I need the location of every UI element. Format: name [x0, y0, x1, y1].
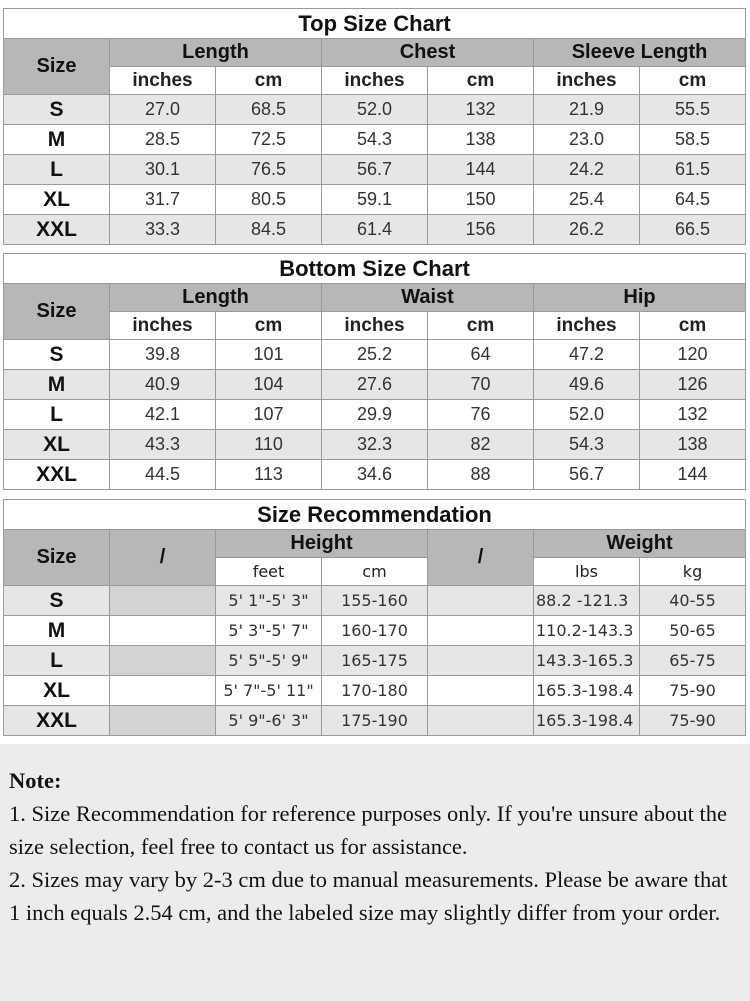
length-header: Length: [110, 39, 322, 67]
note-line-2: 2. Sizes may vary by 2-3 cm due to manual measurements. Please be aware that 1 inch equals 2.54 cm, and the labeled size may slightly differ from your order.: [9, 867, 728, 925]
table-row: [4, 460, 746, 490]
size-header: Size: [4, 39, 110, 95]
table-row: [4, 155, 746, 185]
value-cell: 47.2: [534, 340, 640, 370]
table-row: [4, 95, 746, 125]
table-row: [4, 215, 746, 245]
table-row: [4, 676, 746, 706]
weight-lbs-cell: 88.2 -121.3: [534, 586, 640, 616]
empty-cell: [428, 706, 534, 736]
value-cell: 27.6: [322, 370, 428, 400]
height-feet-cell: 5' 7"-5' 11": [216, 676, 322, 706]
size-cell: XL: [4, 185, 110, 215]
unit-header: inches: [322, 312, 428, 340]
size-cell: S: [4, 586, 110, 616]
value-cell: 56.7: [534, 460, 640, 490]
empty-cell: [110, 646, 216, 676]
weight-lbs-cell: 165.3-198.4: [534, 706, 640, 736]
note-section: [0, 744, 750, 1001]
value-cell: 34.6: [322, 460, 428, 490]
empty-cell: [428, 646, 534, 676]
height-cm-cell: 170-180: [322, 676, 428, 706]
height-feet-cell: 5' 3"-5' 7": [216, 616, 322, 646]
weight-kg-cell: 65-75: [640, 646, 746, 676]
unit-header: lbs: [534, 558, 640, 586]
value-cell: 88: [428, 460, 534, 490]
value-cell: 76.5: [216, 155, 322, 185]
height-feet-cell: 5' 9"-6' 3": [216, 706, 322, 736]
waist-header: Waist: [322, 284, 534, 312]
size-cell: XXL: [4, 706, 110, 736]
value-cell: 56.7: [322, 155, 428, 185]
unit-header: cm: [216, 312, 322, 340]
value-cell: 27.0: [110, 95, 216, 125]
empty-cell: [110, 586, 216, 616]
size-cell: L: [4, 646, 110, 676]
size-cell: M: [4, 370, 110, 400]
size-header: Size: [4, 284, 110, 340]
value-cell: 52.0: [534, 400, 640, 430]
value-cell: 31.7: [110, 185, 216, 215]
value-cell: 26.2: [534, 215, 640, 245]
table-row: [4, 370, 746, 400]
bottom-chart-title: Bottom Size Chart: [4, 254, 746, 284]
weight-lbs-cell: 110.2-143.3: [534, 616, 640, 646]
size-cell: L: [4, 400, 110, 430]
value-cell: 138: [428, 125, 534, 155]
value-cell: 144: [428, 155, 534, 185]
chest-header: Chest: [322, 39, 534, 67]
weight-kg-cell: 75-90: [640, 706, 746, 736]
value-cell: 54.3: [534, 430, 640, 460]
unit-header: cm: [322, 558, 428, 586]
value-cell: 40.9: [110, 370, 216, 400]
size-cell: M: [4, 616, 110, 646]
top-size-chart: [3, 8, 745, 245]
unit-header: cm: [640, 312, 746, 340]
size-cell: M: [4, 125, 110, 155]
value-cell: 76: [428, 400, 534, 430]
hip-header: Hip: [534, 284, 746, 312]
height-cm-cell: 160-170: [322, 616, 428, 646]
table-row: [4, 125, 746, 155]
value-cell: 25.2: [322, 340, 428, 370]
value-cell: 144: [640, 460, 746, 490]
size-cell: XXL: [4, 215, 110, 245]
note-title: Note:: [9, 768, 62, 793]
empty-cell: [110, 706, 216, 736]
weight-lbs-cell: 165.3-198.4: [534, 676, 640, 706]
height-cm-cell: 155-160: [322, 586, 428, 616]
length-header: Length: [110, 284, 322, 312]
height-cm-cell: 175-190: [322, 706, 428, 736]
value-cell: 70: [428, 370, 534, 400]
empty-cell: [428, 676, 534, 706]
sleeve-length-header: Sleeve Length: [534, 39, 746, 67]
value-cell: 104: [216, 370, 322, 400]
value-cell: 24.2: [534, 155, 640, 185]
size-cell: S: [4, 340, 110, 370]
value-cell: 120: [640, 340, 746, 370]
value-cell: 55.5: [640, 95, 746, 125]
height-feet-cell: 5' 5"-5' 9": [216, 646, 322, 676]
empty-cell: [110, 616, 216, 646]
value-cell: 28.5: [110, 125, 216, 155]
value-cell: 132: [428, 95, 534, 125]
table-row: [4, 340, 746, 370]
value-cell: 132: [640, 400, 746, 430]
value-cell: 110: [216, 430, 322, 460]
value-cell: 33.3: [110, 215, 216, 245]
value-cell: 64.5: [640, 185, 746, 215]
value-cell: 101: [216, 340, 322, 370]
value-cell: 72.5: [216, 125, 322, 155]
value-cell: 113: [216, 460, 322, 490]
table-row: [4, 646, 746, 676]
unit-header: cm: [216, 67, 322, 95]
note-line-1: 1. Size Recommendation for reference purposes only. If you're unsure about the size selection, feel free to contact us for assistance.: [9, 801, 727, 859]
value-cell: 52.0: [322, 95, 428, 125]
value-cell: 150: [428, 185, 534, 215]
height-cm-cell: 165-175: [322, 646, 428, 676]
value-cell: 29.9: [322, 400, 428, 430]
value-cell: 58.5: [640, 125, 746, 155]
unit-header: cm: [640, 67, 746, 95]
value-cell: 42.1: [110, 400, 216, 430]
bottom-size-chart: [3, 253, 745, 490]
value-cell: 68.5: [216, 95, 322, 125]
value-cell: 39.8: [110, 340, 216, 370]
value-cell: 54.3: [322, 125, 428, 155]
size-header: Size: [4, 530, 110, 586]
bottom-size-table: [3, 253, 746, 490]
weight-lbs-cell: 143.3-165.3: [534, 646, 640, 676]
value-cell: 107: [216, 400, 322, 430]
unit-header: inches: [110, 67, 216, 95]
size-cell: XL: [4, 430, 110, 460]
top-chart-title: Top Size Chart: [4, 9, 746, 39]
value-cell: 59.1: [322, 185, 428, 215]
unit-header: feet: [216, 558, 322, 586]
unit-header: inches: [534, 67, 640, 95]
value-cell: 32.3: [322, 430, 428, 460]
weight-kg-cell: 50-65: [640, 616, 746, 646]
top-size-table: [3, 8, 746, 245]
value-cell: 23.0: [534, 125, 640, 155]
table-row: [4, 586, 746, 616]
value-cell: 66.5: [640, 215, 746, 245]
slash-header: /: [110, 530, 216, 586]
table-row: [4, 430, 746, 460]
empty-cell: [428, 586, 534, 616]
value-cell: 138: [640, 430, 746, 460]
height-feet-cell: 5' 1"-5' 3": [216, 586, 322, 616]
recommendation-title: Size Recommendation: [4, 500, 746, 530]
empty-cell: [110, 676, 216, 706]
value-cell: 61.4: [322, 215, 428, 245]
value-cell: 30.1: [110, 155, 216, 185]
unit-header: cm: [428, 312, 534, 340]
unit-header: inches: [534, 312, 640, 340]
value-cell: 64: [428, 340, 534, 370]
value-cell: 82: [428, 430, 534, 460]
empty-cell: [428, 616, 534, 646]
table-row: [4, 185, 746, 215]
unit-header: inches: [110, 312, 216, 340]
size-recommendation-table: [3, 499, 746, 736]
value-cell: 156: [428, 215, 534, 245]
weight-kg-cell: 75-90: [640, 676, 746, 706]
size-recommendation-chart: [3, 499, 745, 736]
size-cell: XXL: [4, 460, 110, 490]
weight-kg-cell: 40-55: [640, 586, 746, 616]
height-header: Height: [216, 530, 428, 558]
unit-header: kg: [640, 558, 746, 586]
value-cell: 126: [640, 370, 746, 400]
value-cell: 80.5: [216, 185, 322, 215]
value-cell: 44.5: [110, 460, 216, 490]
weight-header: Weight: [534, 530, 746, 558]
table-row: [4, 616, 746, 646]
unit-header: inches: [322, 67, 428, 95]
size-cell: XL: [4, 676, 110, 706]
value-cell: 61.5: [640, 155, 746, 185]
size-cell: L: [4, 155, 110, 185]
size-cell: S: [4, 95, 110, 125]
table-row: [4, 706, 746, 736]
value-cell: 84.5: [216, 215, 322, 245]
value-cell: 25.4: [534, 185, 640, 215]
slash-header: /: [428, 530, 534, 586]
unit-header: cm: [428, 67, 534, 95]
value-cell: 21.9: [534, 95, 640, 125]
table-row: [4, 400, 746, 430]
value-cell: 49.6: [534, 370, 640, 400]
value-cell: 43.3: [110, 430, 216, 460]
